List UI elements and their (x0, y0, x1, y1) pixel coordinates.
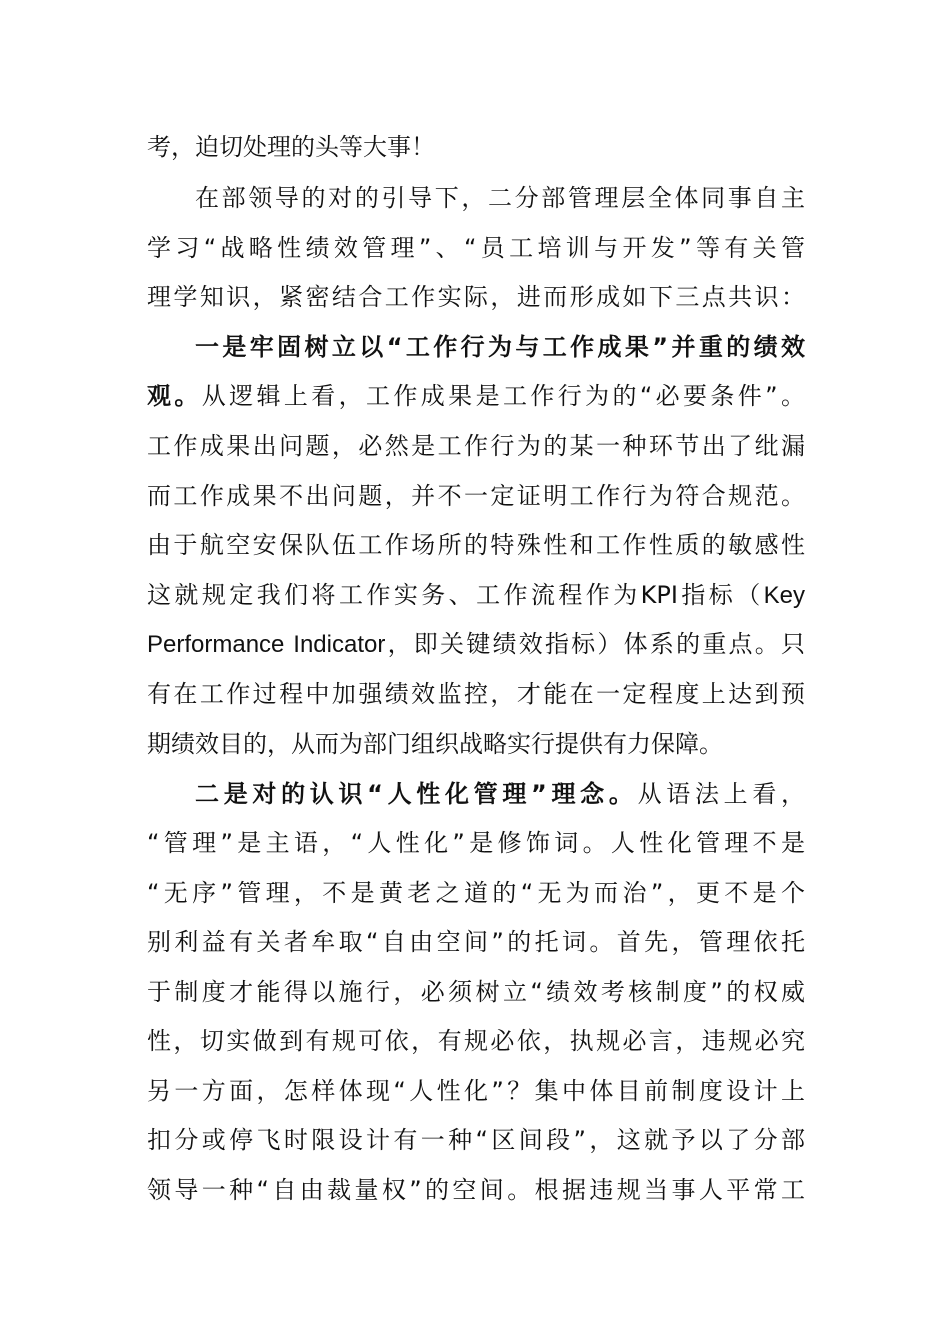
line-text: 学习“战略性绩效管理”、“员工培训与开发”等有关管 (147, 234, 805, 262)
line-text: 扣分或停飞时限设计有一种“区间段”，这就予以了分部 (147, 1126, 805, 1154)
text-line (147, 277, 805, 317)
text-line (147, 724, 805, 764)
bold-heading-text: 一是牢固树立以“工作行为与工作成果”并重的绩效 (195, 333, 805, 361)
line-text: 别利益有关者牟取“自由空间”的托词。首先，管理依托 (147, 928, 805, 956)
text-line (147, 624, 805, 664)
text-line (147, 426, 805, 466)
line-text: 从逻辑上看，工作成果是工作行为的“必要条件”。 (201, 382, 805, 410)
bold-heading-text: 二是对的认识“人性化管理”理念。 (195, 780, 638, 808)
line-text: 于制度才能得以施行，必须树立“绩效考核制度”的权威 (147, 978, 805, 1006)
line-text: 这就规定我们将工作实务、工作流程作为KPI指标（ (147, 581, 764, 609)
line-text: ，即关键绩效指标）体系的重点。只 (385, 630, 806, 658)
text-line (147, 1021, 805, 1061)
line-text: 性，切实做到有规可依，有规必依，执规必言，违规必究 (147, 1027, 805, 1055)
text-line (147, 972, 805, 1012)
line-text: 由于航空安保队伍工作场所的特殊性和工作性质的敏感性 (147, 531, 805, 559)
line-text: 考，迫切处理的头等大事！ (147, 133, 435, 161)
text-line (147, 476, 805, 516)
text-line (147, 823, 805, 863)
text-line (147, 674, 805, 714)
line-text: 期绩效目的，从而为部门组织战略实行提供有力保障。 (147, 730, 723, 758)
bold-heading-text: 观。 (147, 382, 202, 410)
line-text: “无序”管理，不是黄老之道的“无为而治”，更不是个 (147, 879, 805, 907)
text-line (147, 1120, 805, 1160)
line-text: “管理”是主语，“人性化”是修饰词。人性化管理不是 (147, 829, 805, 857)
line-text: 从语法上看， (637, 780, 806, 808)
text-line (147, 1170, 805, 1210)
line-text: 有在工作过程中加强绩效监控，才能在一定程度上达到预 (147, 680, 805, 708)
latin-text: Performance Indicator (147, 631, 386, 658)
text-line (147, 575, 805, 615)
paragraph-start-line (195, 178, 805, 218)
section-heading-line (195, 774, 805, 814)
line-text: 在部领导的对的引导下，二分部管理层全体同事自主 (195, 184, 805, 212)
text-line (147, 228, 805, 268)
line-text: 工作成果出问题，必然是工作行为的某一种环节出了纰漏 (147, 432, 805, 460)
text-line (147, 525, 805, 565)
section-heading-line (195, 327, 805, 367)
text-line (147, 873, 805, 913)
line-text: 另一方面，怎样体现“人性化”？集中体目前制度设计上 (147, 1077, 805, 1105)
line-text: 领导一种“自由裁量权”的空间。根据违规当事人平常工 (147, 1176, 805, 1204)
latin-text: Key (763, 582, 805, 609)
text-line (147, 1071, 805, 1111)
text-line (147, 127, 805, 167)
line-text: 而工作成果不出问题，并不一定证明工作行为符合规范。 (147, 482, 805, 510)
text-line (147, 922, 805, 962)
text-line (147, 376, 805, 416)
line-text: 理学知识，紧密结合工作实际，进而形成如下三点共识： (147, 283, 805, 311)
